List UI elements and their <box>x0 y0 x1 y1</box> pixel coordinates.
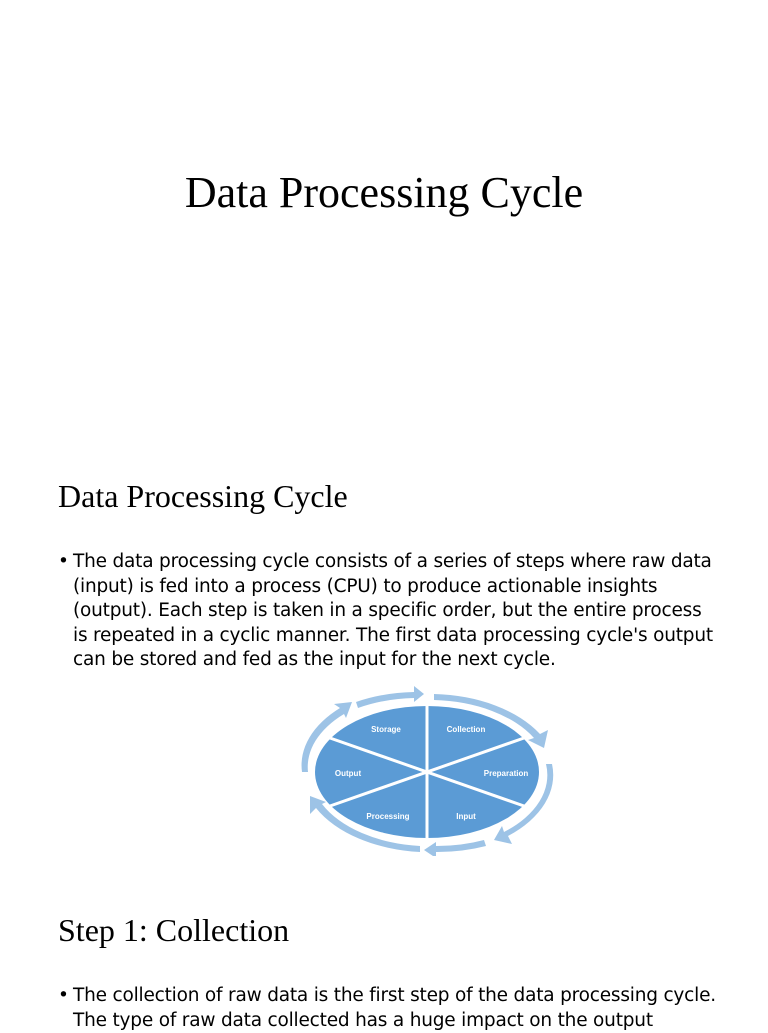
bullet-text: The collection of raw data is the first step of the data processing cycle. The type of raw data collected has a huge impact on the output <box>73 985 716 1031</box>
slide-title-text: Data Processing Cycle <box>184 168 584 217</box>
arrow-bottom-right <box>424 840 486 856</box>
cycle-step-preparation: Preparation <box>483 769 529 778</box>
cycle-step-input: Input <box>456 812 476 821</box>
slide-heading: Step 1: Collection <box>58 912 290 948</box>
bullet-point <box>58 550 718 673</box>
slide-overview <box>0 432 768 888</box>
bullet-dot-icon: • <box>58 551 69 572</box>
slide-title <box>0 0 768 432</box>
cycle-step-output: Output <box>334 769 362 778</box>
arrow-top-left <box>356 686 424 708</box>
slide-heading: Data Processing Cycle <box>58 478 348 514</box>
bullet-dot-icon: • <box>58 985 69 1006</box>
data-processing-cycle-diagram <box>296 686 558 856</box>
bullet-point <box>58 984 718 1033</box>
cycle-step-processing: Processing <box>366 812 410 821</box>
cycle-step-collection: Collection <box>446 725 486 734</box>
bullet-text: The data processing cycle consists of a series of steps where raw data (input) is fed into a process (CPU) to produce actionable insights (output). Each step is taken in a specific order, but the entire process is repeated in a cyclic manner. The first data processing cycle's output can be stored and fed as the input for the next cycle. <box>73 551 713 670</box>
slide-step-1 <box>0 888 768 1031</box>
cycle-step-storage: Storage <box>371 725 401 734</box>
